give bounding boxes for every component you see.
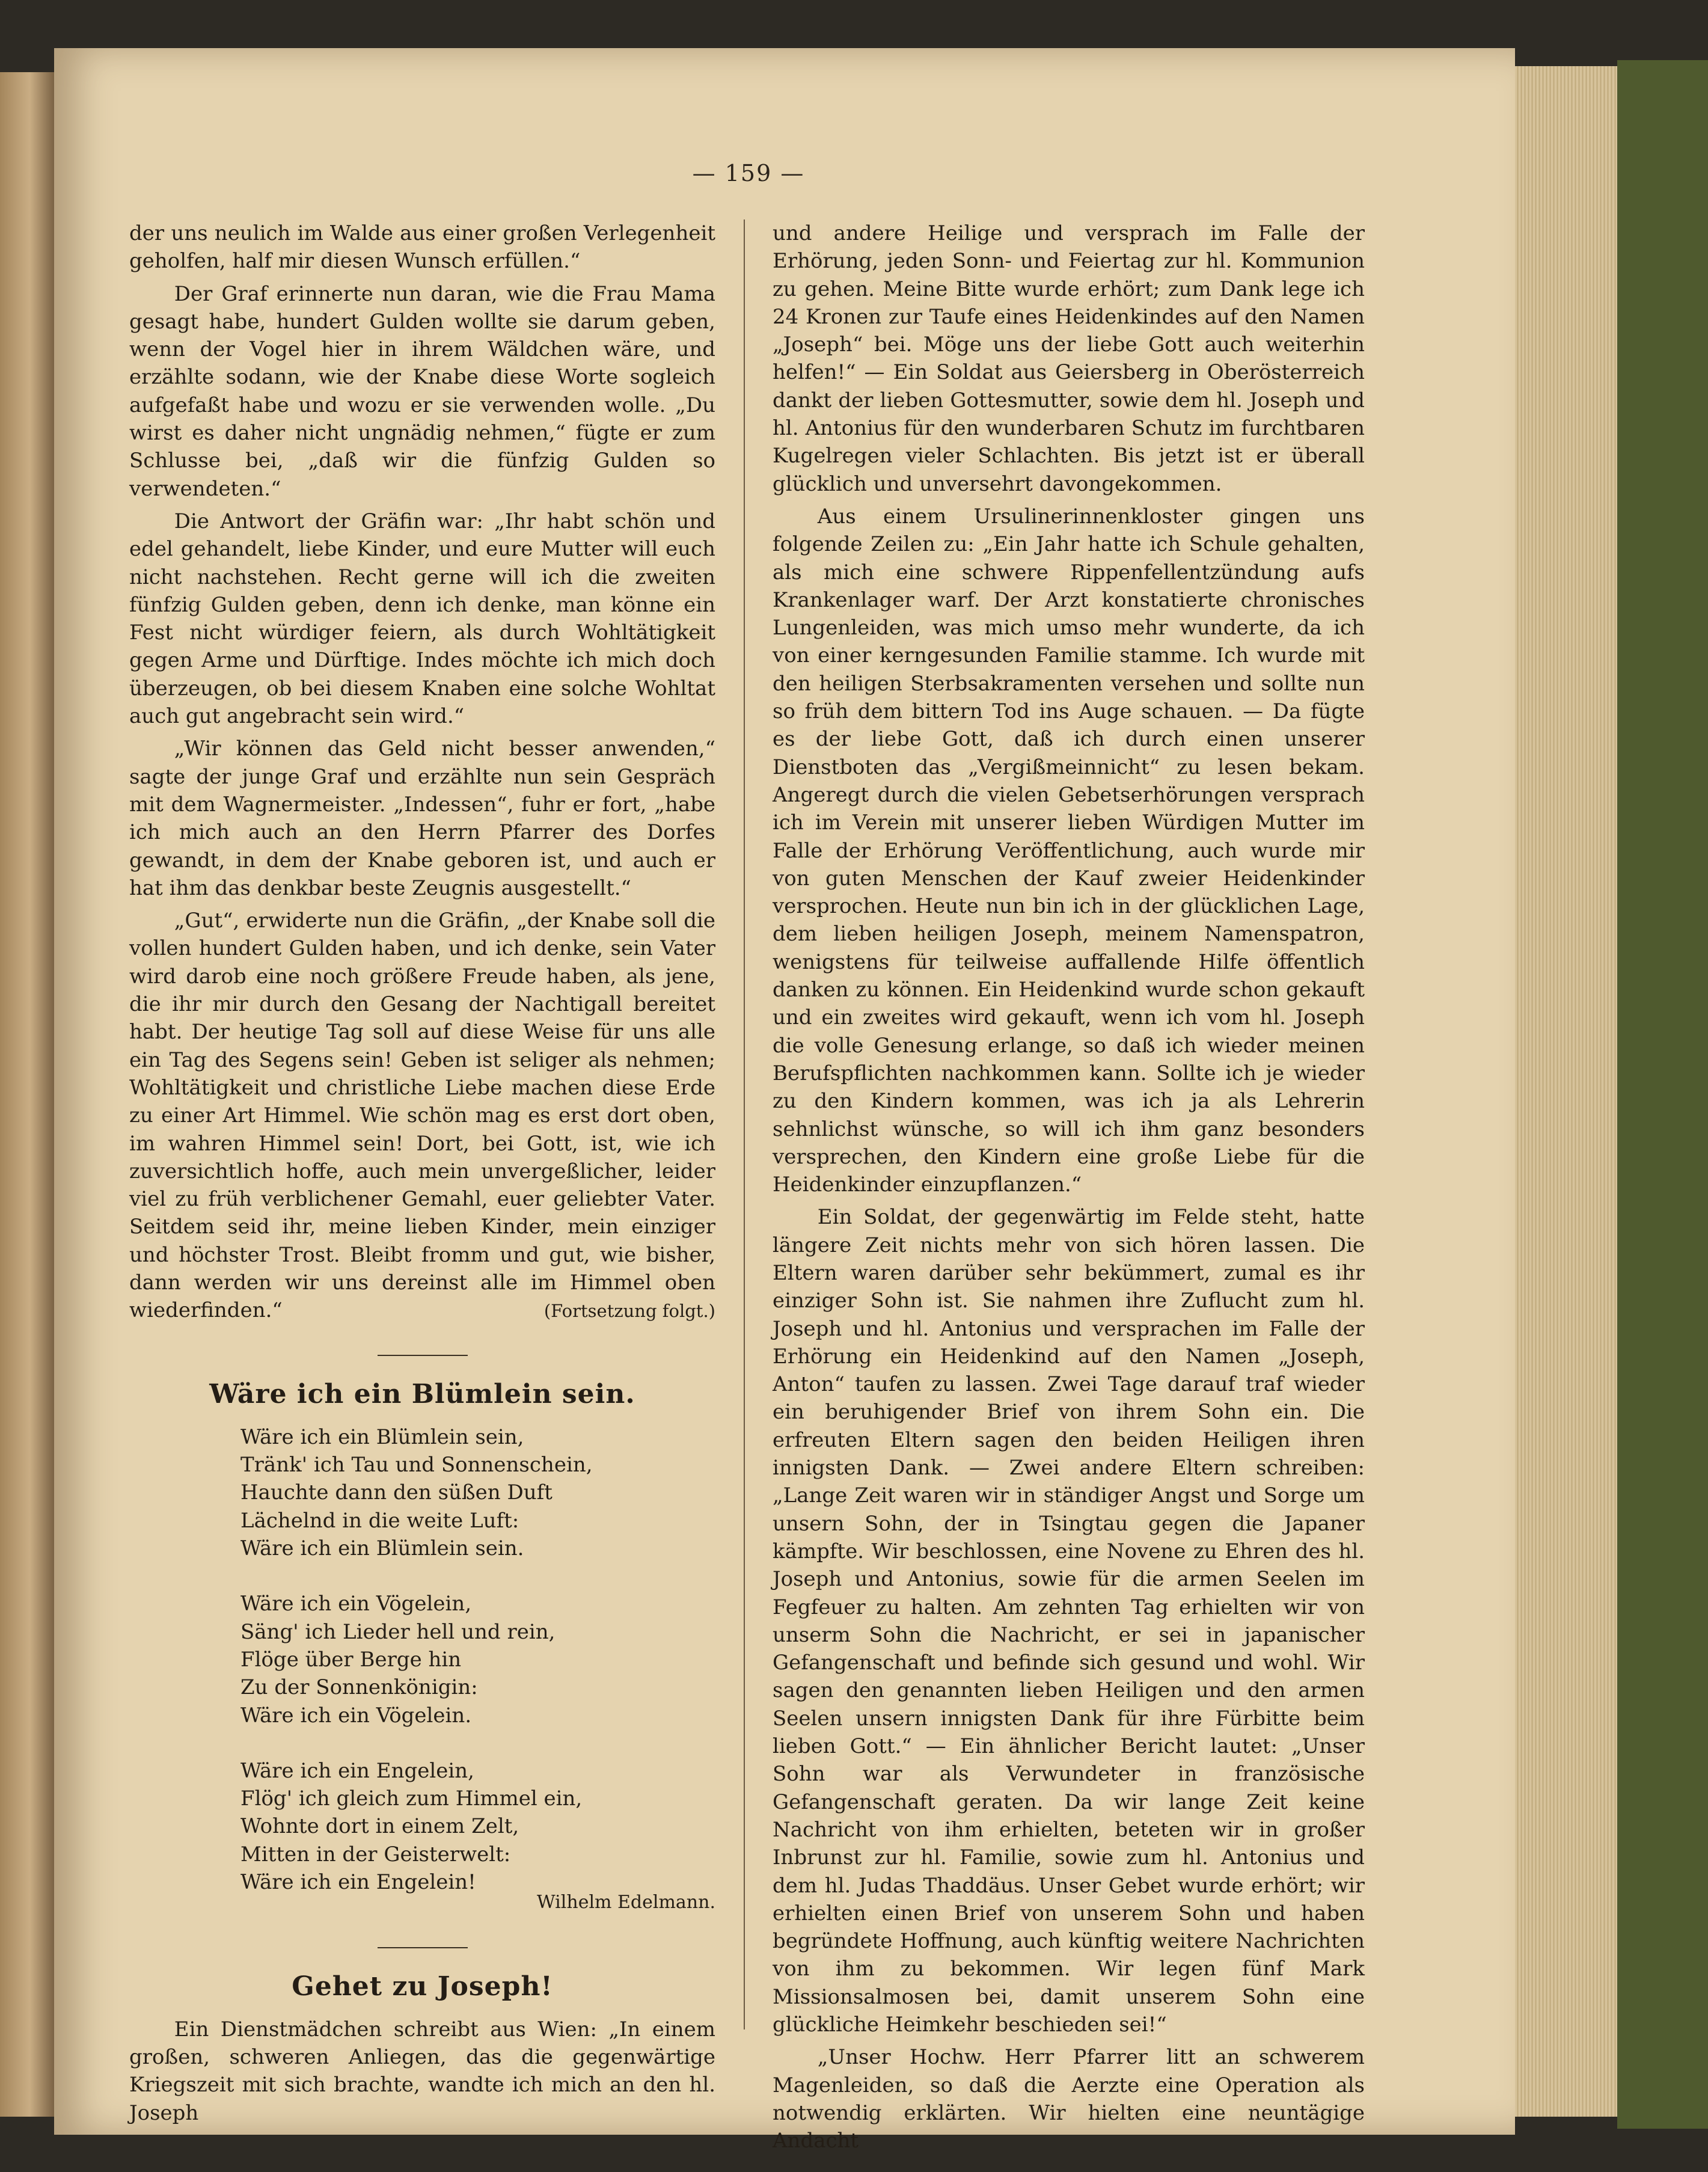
paragraph: Die Antwort der Gräfin war: „Ihr habt schön und edel gehandelt, liebe Kinder, und eure Mutter will euch nicht nachstehen. Recht gerne will ich die zweiten fünfzig Gulden geben, denn ich denke, man könne ein Fest nicht würdiger feiern, als durch Wohltätigkeit gegen Arme und Dürftige. Indes möchte ich mich doch überzeugen, ob bei diesem Knaben eine solche Wohltat auch gut angebracht sein wird.“: [129, 509, 715, 729]
poem-line: Lächelnd in die weite Luft:: [240, 1508, 519, 1533]
paragraph: „Gut“, erwiderte nun die Gräfin, „der Knabe soll die vollen hundert Gulden haben, und ich denke, sein Vater wird darob eine noch größere Freude haben, als jene, die ihr mir durch den Gesang der Nachtigall bereitet habt. Der heutige Tag soll auf diese Weise für uns alle ein Tag des Segens sein! Geben ist seliger als nehmen; Wohltätigkeit und christliche Liebe machen diese Erde zu einer Art Himmel. Wie schön mag es erst dort oben, im wahren Himmel sein! Dort, bei Gott, ist, wie ich zuversichtlich hoffe, auch mein unvergeßlicher, leider viel zu früh verblichener Gemahl, euer geliebter Vater. Seitdem seid ihr, meine lieben Kinder, mein einziger und höchster Trost. Bleibt fromm und gut, wie bisher, dann werden wir uns dereinst alle im Himmel oben wiederfinden.“: [129, 909, 715, 1323]
paragraph: Ein Dienstmädchen schreibt aus Wien: „In einem großen, schweren Anliegen, das die gegenwärtige Kriegszeit mit sich brachte, wandte ich mich an den hl. Joseph: [129, 2017, 715, 2125]
poem-stanza: [240, 1423, 715, 1562]
paragraph: und andere Heilige und versprach im Falle der Erhörung, jeden Sonn- und Feiertag zur hl. Kommunion zu gehen. Meine Bitte wurde erhört; zum Dank lege ich 24 Kronen zur Taufe eines Heidenkindes auf den Namen „Joseph“ bei. Möge uns der liebe Gott auch weiterhin helfen!“ — Ein Soldat aus Geiersberg in Oberösterreich dankt der lieben Gottesmutter, sowie dem hl. Joseph und hl. Antonius für den wunderbaren Schutz im furchtbaren Kugelregen vieler Schlachten. Bis jetzt ist er überall glücklich und unversehrt davongekommen.: [773, 221, 1365, 496]
page-block-edge: [1515, 66, 1617, 2117]
paragraph: der uns neulich im Walde aus einer großen Verlegenheit geholfen, half mir diesen Wunsch erfüllen.“: [129, 221, 715, 274]
poem: [240, 1423, 715, 1896]
paragraph: „Unser Hochw. Herr Pfarrer litt an schwerem Magenleiden, so daß die Aerzte eine Operation als notwendig erklärten. Wir hielten eine neuntägige Andacht: [773, 2045, 1365, 2153]
poem-line: Flög' ich gleich zum Himmel ein,: [240, 1787, 583, 1811]
page-number: — 159 —: [692, 160, 805, 186]
facing-page-edge: [0, 72, 54, 2117]
paragraph: Aus einem Ursulinerinnenkloster gingen uns folgende Zeilen zu: „Ein Jahr hatte ich Schule gehalten, als mich eine schwere Rippenfellentzündung aufs Krankenlager warf. Der Arzt konstatierte chronisches Lungenleiden, was mich umso mehr wunderte, da ich von einer kerngesunden Familie stamme. Ich wurde mit den heiligen Sterbsakramenten versehen und sollte nun so früh dem bittern Tod ins Auge schauen. — Da fügte es der liebe Gott, daß ich durch einen unserer Dienstboten das „Vergißmeinnicht“ zu lesen bekam. Angeregt durch die vielen Gebetserhörungen versprach ich im Verein mit unserer lieben Würdigen Mutter im Falle der Erhörung Veröffentlichung, auch wurde mir von guten Menschen der Kauf zweier Heidenkinder versprochen. Heute nun bin ich in der glücklichen Lage, dem lieben heiligen Joseph, meinem Namenspatron, wenigstens für teilweise auffallende Hilfe öffentlich danken zu können. Ein Heidenkind wurde schon gekauft und ein zweites wird gekauft, wenn ich vom hl. Joseph die volle Genesung erlange, so daß ich wieder meinen Berufspflichten nachkommen kann. Sollte ich je wieder zu den Kindern kommen, was ich ja als Lehrerin sehnlichst wünsche, so will ich ihm ganz besonders versprechen, den Kindern eine große Liebe für die Heidenkinder einzupflanzen.“: [773, 504, 1365, 1197]
left-column: [129, 219, 715, 2127]
poem-line: Säng' ich Lieder hell und rein,: [240, 1619, 556, 1644]
poem-line: Hauchte dann den süßen Duft: [240, 1480, 552, 1505]
separator-rule: [378, 1355, 468, 1356]
poem-line: Wäre ich ein Engelein,: [240, 1758, 474, 1783]
poem-line: Zu der Sonnenkönigin:: [240, 1675, 478, 1700]
poem-line: Wäre ich ein Vögelein.: [240, 1703, 472, 1728]
poem-stanza: [240, 1757, 715, 1896]
poem-line: Wohnte dort in einem Zelt,: [240, 1814, 519, 1839]
poem-line: Mitten in der Geisterwelt:: [240, 1842, 511, 1867]
poem-title: Wäre ich ein Blümlein sein.: [209, 1378, 635, 1410]
poem-line: Wäre ich ein Blümlein sein.: [240, 1536, 524, 1561]
paragraph: Der Graf erinnerte nun daran, wie die Frau Mama gesagt habe, hundert Gulden wollte sie darum geben, wenn der Vogel hier in ihrem Wäldchen wäre, und erzählte sodann, wie der Knabe diese Worte sogleich aufgefaßt habe und wozu er sie verwenden wolle. „Du wirst es daher nicht ungnädig nehmen,“ fügte er zum Schlusse bei, „daß wir die fünfzig Gulden so verwendeten.“: [129, 281, 715, 501]
right-column: [773, 219, 1365, 2155]
right-paragraphs: [773, 219, 1365, 2155]
poem-line: Flöge über Berge hin: [240, 1647, 462, 1672]
poem-line: Wäre ich ein Engelein!: [240, 1870, 476, 1895]
column-divider: [744, 219, 745, 2029]
separator-rule: [378, 1947, 468, 1948]
paragraph: „Wir können das Geld nicht besser anwenden,“ sagte der junge Graf und erzählte nun sein Gespräch mit dem Wagnermeister. „Indessen“, fuhr er fort, „habe ich mich auch an den Herrn Pfarrer des Dorfes gewandt, in dem der Knabe geboren ist, und auch er hat ihm das denkbar beste Zeugnis ausgestellt.“: [129, 737, 715, 900]
section-title: Gehet zu Joseph!: [292, 1971, 553, 2002]
poem-line: Tränk' ich Tau und Sonnenschein,: [240, 1453, 593, 1477]
left-paragraphs: [129, 219, 715, 1325]
book-cover: [1617, 60, 1708, 2129]
poem-author: Wilhelm Edelmann.: [536, 1892, 715, 1913]
poem-line: Wäre ich ein Vögelein,: [240, 1592, 472, 1616]
poem-line: Wäre ich ein Blümlein sein,: [240, 1425, 524, 1449]
paragraph: Ein Soldat, der gegenwärtig im Felde steht, hatte längere Zeit nichts mehr von sich hören lassen. Die Eltern waren darüber sehr bekümmert, zumal es ihr einziger Sohn ist. Sie nahmen ihre Zuflucht zum hl. Joseph und hl. Antonius und versprachen im Falle der Erhörung ein Heidenkind auf den Namen „Joseph, Anton“ taufen zu lassen. Zwei Tage darauf traf wieder ein beruhigender Brief von ihrem Sohn ein. Die erfreuten Eltern sagen den beiden Heiligen ihren innigsten Dank. — Zwei andere Eltern schreiben: „Lange Zeit waren wir in ständiger Angst und Sorge um unsern Sohn, der in Tsingtau gegen die Japaner kämpfte. Wir beschlossen, eine Novene zu Ehren des hl. Joseph und Antonius, sowie für die armen Seelen im Fegfeuer zu halten. Am zehnten Tag erhielten wir von unserm Sohn die Nachricht, er sei in japanischer Gefangenschaft und befinde sich gesund und wohl. Wir sagen den genannten lieben Heiligen und den armen Seelen unsern innigsten Dank für ihre Fürbitte beim lieben Gott.“ — Ein ähnlicher Bericht lautet: „Unser Sohn war als Verwundeter in französische Gefangenschaft geraten. Da wir lange Zeit keine Nachricht von ihm erhielten, beteten wir in großer Inbrunst zur hl. Familie, sowie zum hl. Antonius und dem hl. Judas Thaddäus. Unser Gebet wurde erhört; wir erhielten einen Brief von unserem Sohn und haben begründete Hoffnung, auch künftig weitere Nachrichten von ihm zu bekommen. Wir legen fünf Mark Missionsalmosen bei, damit unserem Sohn eine glückliche Heimkehr beschieden sei!“: [773, 1205, 1365, 2037]
poem-stanza: [240, 1590, 715, 1729]
continuation-note: (Fortsetzung folgt.): [543, 1300, 715, 1321]
